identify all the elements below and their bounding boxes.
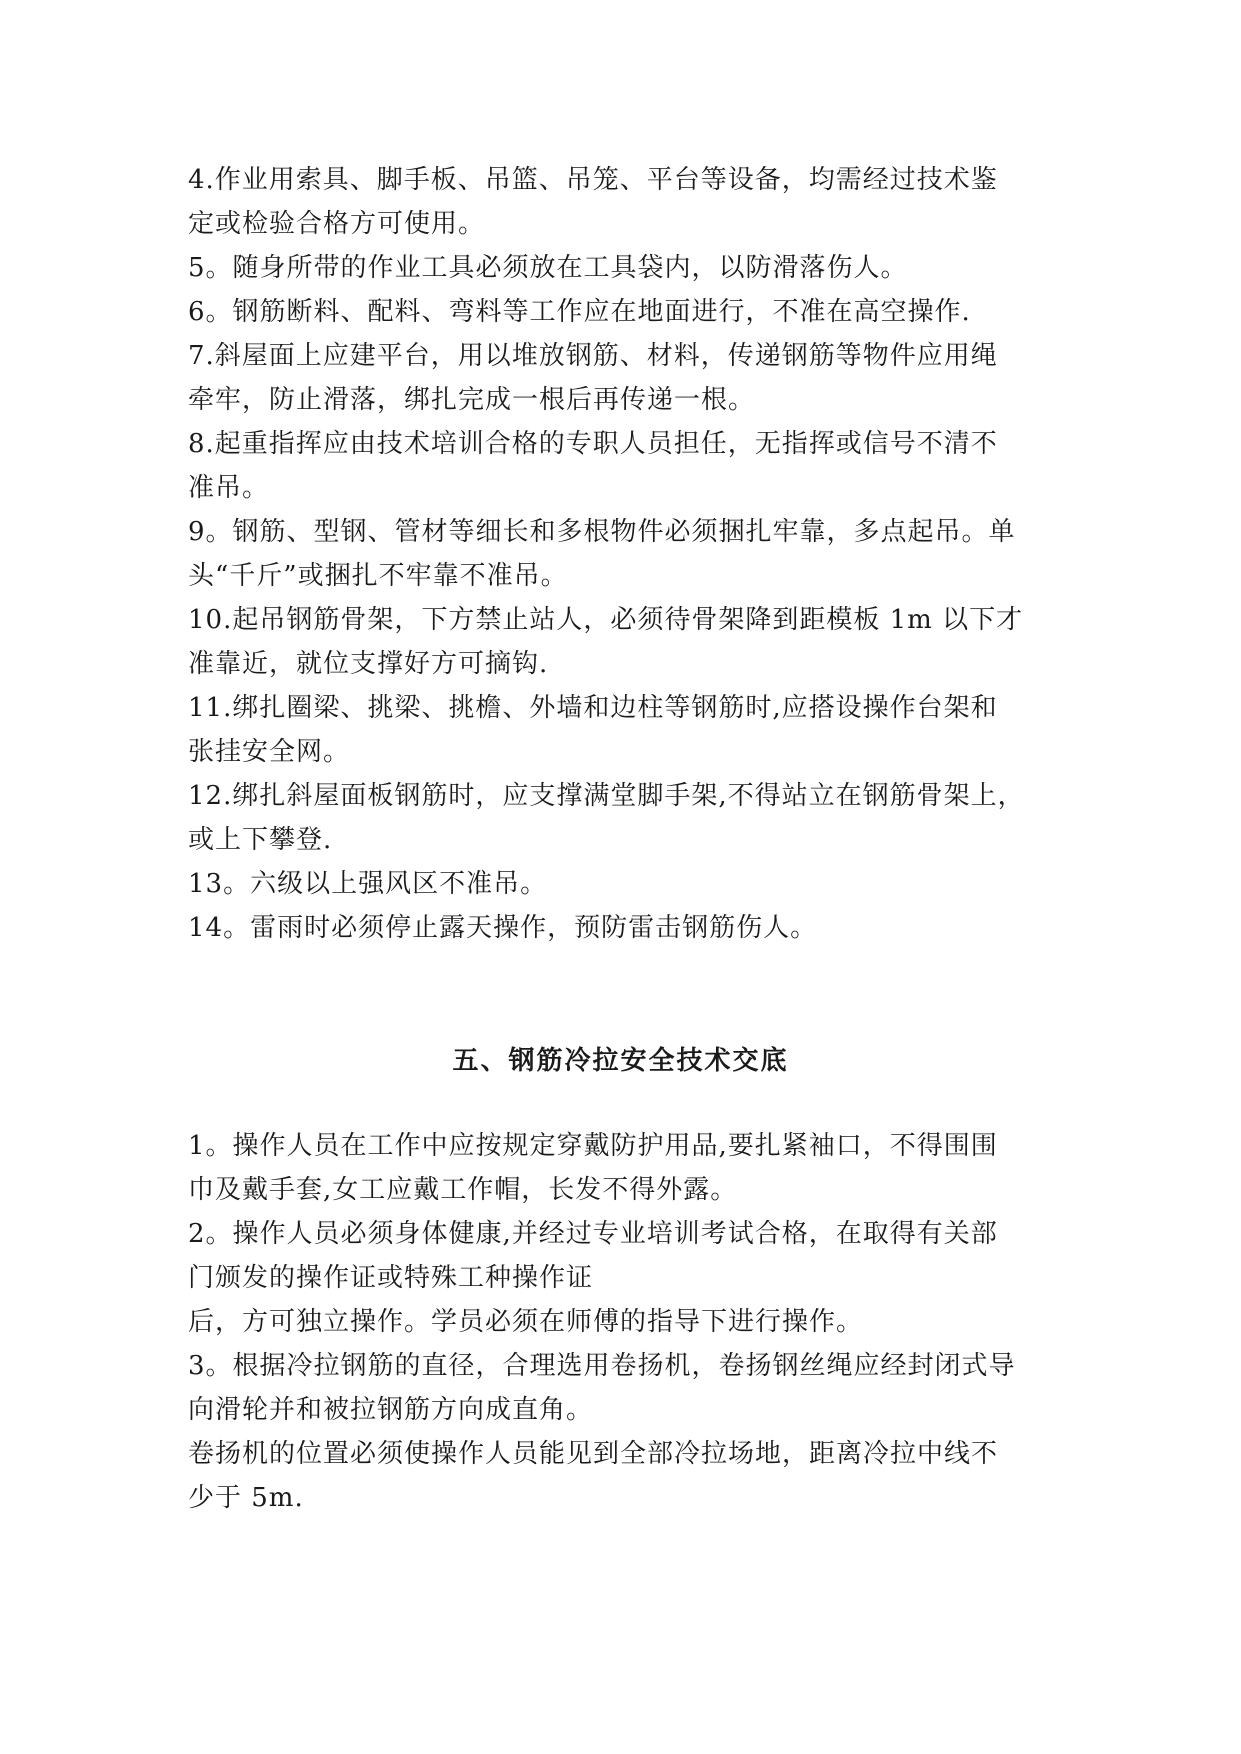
paragraph-line: 门颁发的操作证或特殊工种操作证 [188, 1263, 594, 1293]
paragraph-line: 头“千斤”或捆扎不牢靠不准吊。 [188, 561, 568, 591]
paragraph-line: 4.作业用索具、脚手板、吊篮、吊笼、平台等设备，均需经过技术鉴 [188, 165, 998, 195]
cold-drawing-rules-list [188, 1124, 1068, 1520]
paragraph-line: 14。雷雨时必须停止露天操作，预防雷击钢筋伤人。 [188, 913, 818, 943]
paragraph-line: 准吊。 [188, 473, 270, 503]
paragraph-line: 牵牢，防止滑落，绑扎完成一根后再传递一根。 [188, 385, 756, 415]
paragraph-line: 巾及戴手套,女工应戴工作帽，长发不得外露。 [188, 1175, 738, 1205]
paragraph-line: 10.起吊钢筋骨架，下方禁止站人，必须待骨架降到距模板 1m 以下才 [188, 605, 1024, 635]
paragraph-line: 少于 5m. [188, 1483, 304, 1513]
paragraph-line: 7.斜屋面上应建平台，用以堆放钢筋、材料，传递钢筋等物件应用绳 [188, 341, 998, 371]
paragraph-line: 2。操作人员必须身体健康,并经过专业培训考试合格，在取得有关部 [188, 1219, 998, 1249]
paragraph-line: 8.起重指挥应由技术培训合格的专职人员担任，无指挥或信号不清不 [188, 429, 998, 459]
paragraph-line: 卷扬机的位置必须使操作人员能见到全部冷拉场地，距离冷拉中线不 [188, 1439, 999, 1469]
paragraph-line: 定或检验合格方可使用。 [188, 209, 486, 239]
paragraph-line: 11.绑扎圈梁、挑梁、挑檐、外墙和边柱等钢筋时,应搭设操作台架和 [188, 693, 998, 723]
paragraph-line: 1。操作人员在工作中应按规定穿戴防护用品,要扎紧袖口，不得围围 [188, 1131, 998, 1161]
paragraph-line: 张挂安全网。 [188, 737, 351, 767]
paragraph-line: 12.绑扎斜屋面板钢筋时，应支撑满堂脚手架,不得站立在钢筋骨架上， [188, 781, 1025, 811]
section-heading: 五、钢筋冷拉安全技术交底 [452, 1046, 789, 1076]
paragraph-line: 或上下攀登. [188, 825, 333, 855]
paragraph-line: 5。随身所带的作业工具必须放在工具袋内，以防滑落伤人。 [188, 253, 908, 283]
paragraph-line: 3。根据冷拉钢筋的直径，合理选用卷扬机，卷扬钢丝绳应经封闭式导 [188, 1351, 1016, 1381]
paragraph-line: 准靠近，就位支撑好方可摘钩. [188, 649, 549, 679]
paragraph-line: 后，方可独立操作。学员必须在师傅的指导下进行操作。 [188, 1307, 864, 1337]
paragraph-line: 13。六级以上强风区不准吊。 [188, 869, 548, 899]
paragraph-line: 9。钢筋、型钢、管材等细长和多根物件必须捆扎牢靠，多点起吊。单 [188, 517, 1016, 547]
paragraph-line: 6。钢筋断料、配料、弯料等工作应在地面进行，不准在高空操作. [188, 297, 971, 327]
safety-rules-list [188, 158, 1068, 950]
paragraph-line: 向滑轮并和被拉钢筋方向成直角。 [188, 1395, 594, 1425]
